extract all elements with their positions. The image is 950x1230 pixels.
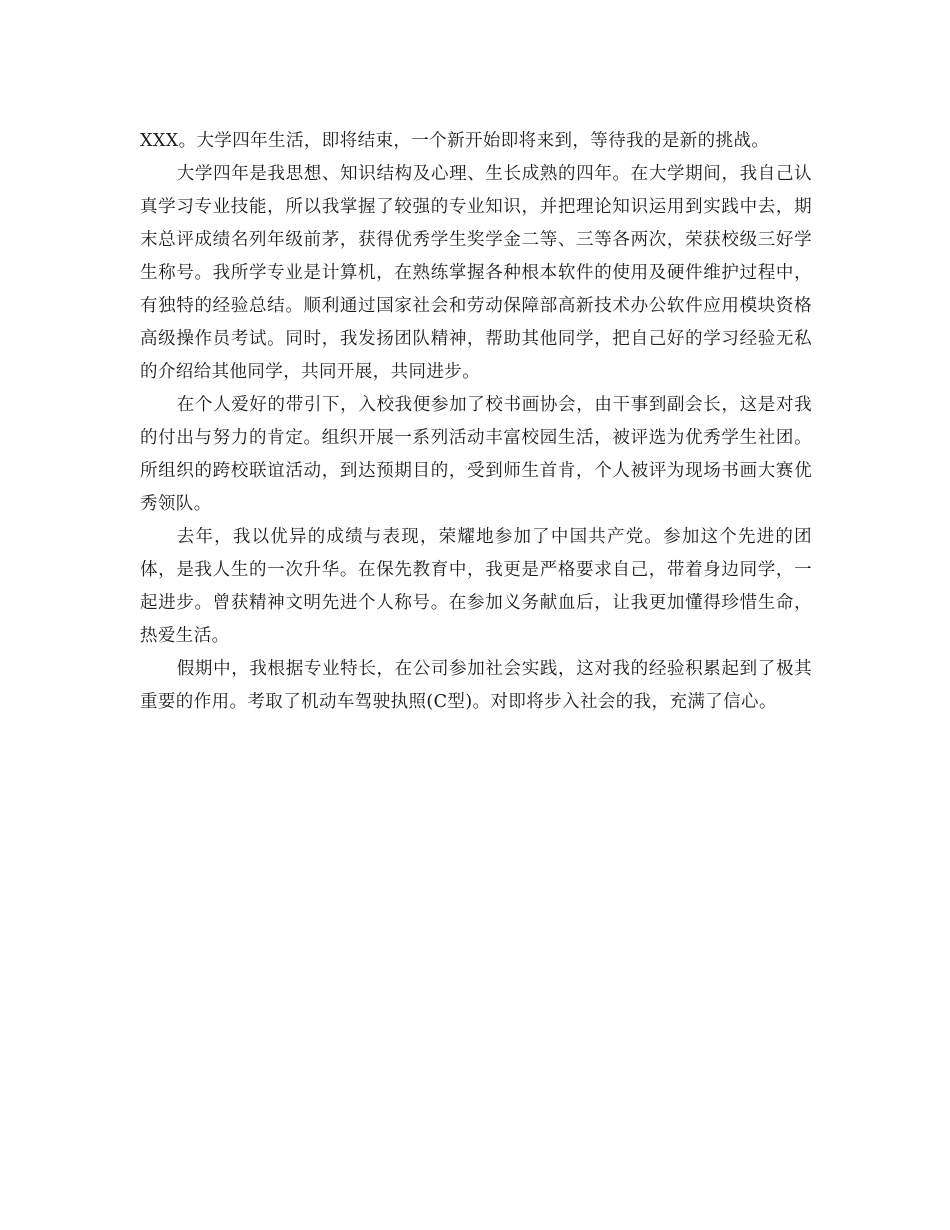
- paragraph-5: 假期中，我根据专业特长，在公司参加社会实践，这对我的经验积累起到了极其重要的作用。考取了机动车驾驶执照(C型)。对即将步入社会的我，充满了信心。: [140, 659, 812, 712]
- paragraph-1: XXX。大学四年生活，即将结束，一个新开始即将来到，等待我的是新的挑战。: [140, 131, 770, 151]
- paragraph-3: 在个人爱好的带引下，入校我便参加了校书画协会，由干事到副会长，这是对我的付出与努力的肯定。组织开展一系列活动丰富校园生活，被评选为优秀学生社团。所组织的跨校联谊活动，到达预期目的，受到师生首肯，个人被评为现场书画大赛优秀领队。: [140, 395, 812, 514]
- paragraph-4: 去年，我以优异的成绩与表现，荣耀地参加了中国共产党。参加这个先进的团体，是我人生的一次升华。在保先教育中，我更是严格要求自己，带着身边同学，一起进步。曾获精神文明先进个人称号。在参加义务献血后，让我更加懂得珍惜生命，热爱生活。: [140, 527, 812, 646]
- document-body: [140, 125, 812, 719]
- paragraph-2: 大学四年是我思想、知识结构及心理、生长成熟的四年。在大学期间，我自己认真学习专业技能，所以我掌握了较强的专业知识，并把理论知识运用到实践中去，期末总评成绩名列年级前茅，获得优秀学生奖学金二等、三等各两次，荣获校级三好学生称号。我所学专业是计算机，在熟练掌握各种根本软件的使用及硬件维护过程中，有独特的经验总结。顺利通过国家社会和劳动保障部高新技术办公软件应用模块资格高级操作员考试。同时，我发扬团队精神，帮助其他同学，把自己好的学习经验无私的介绍给其他同学，共同开展，共同进步。: [140, 164, 812, 382]
